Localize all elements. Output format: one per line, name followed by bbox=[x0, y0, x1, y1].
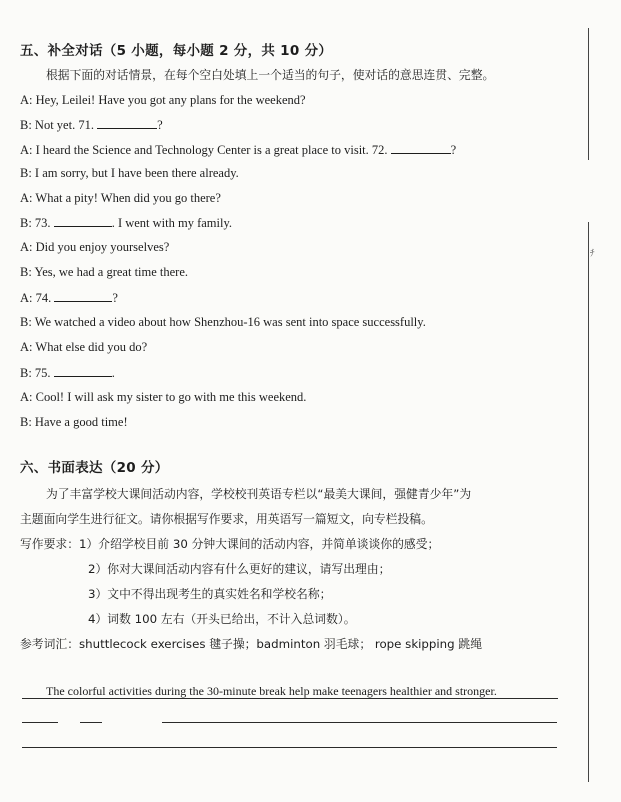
writing-requirement: 4）词数 100 左右（开头已给出，不计入总词数）。 bbox=[88, 612, 356, 626]
dialogue-text: . I went with my family. bbox=[111, 216, 233, 230]
dialogue-text: A: 74. bbox=[20, 291, 52, 305]
essay-opening-sentence: The colorful activities during the 30-minute break help make teenagers healthier and stronger. bbox=[46, 684, 497, 698]
writing-line[interactable] bbox=[162, 722, 557, 723]
section5-heading: 五、补全对话（5 小题，每小题 2 分，共 10 分） bbox=[20, 43, 333, 59]
section5-instruction: 根据下面的对话情景，在每个空白处填上一个适当的句子，使对话的意思连贯、完整。 bbox=[46, 68, 495, 82]
margin-mark: ﾁ bbox=[590, 249, 595, 259]
dialogue-line-72 bbox=[20, 141, 456, 158]
dialogue-line-73 bbox=[20, 214, 232, 231]
binding-margin-line bbox=[588, 222, 589, 782]
dialogue-line: A: Hey, Leilei! Have you got any plans for the weekend? bbox=[20, 93, 306, 107]
answer-blank-75[interactable] bbox=[54, 364, 112, 377]
dialogue-line-75 bbox=[20, 364, 115, 381]
dialogue-line: B: I am sorry, but I have been there already. bbox=[20, 166, 239, 180]
dialogue-line: B: We watched a video about how Shenzhou-16 was sent into space successfully. bbox=[20, 315, 426, 329]
writing-line[interactable] bbox=[22, 747, 557, 748]
dialogue-text: . bbox=[111, 366, 115, 380]
writing-line-segment[interactable] bbox=[80, 722, 102, 723]
dialogue-line: B: Yes, we had a great time there. bbox=[20, 265, 189, 279]
dialogue-text: ? bbox=[112, 291, 118, 305]
dialogue-text: ? bbox=[450, 143, 457, 157]
dialogue-text: ? bbox=[157, 118, 163, 132]
dialogue-text: B: Not yet. 71. bbox=[20, 118, 94, 132]
dialogue-line: A: What else did you do? bbox=[20, 340, 148, 354]
binding-margin-line bbox=[588, 28, 589, 160]
section6-heading: 六、书面表达（20 分） bbox=[20, 460, 169, 476]
dialogue-line-74 bbox=[20, 289, 118, 306]
dialogue-line: A: Did you enjoy yourselves? bbox=[20, 240, 170, 254]
writing-line[interactable] bbox=[22, 698, 558, 699]
answer-blank-73[interactable] bbox=[54, 214, 112, 227]
dialogue-text: B: 73. bbox=[20, 216, 51, 230]
writing-requirement: 3）文中不得出现考生的真实姓名和学校名称； bbox=[88, 587, 332, 601]
dialogue-text: A: I heard the Science and Technology Center is a great place to visit. 72. bbox=[20, 143, 388, 157]
dialogue-line-71 bbox=[20, 116, 163, 133]
section6-intro: 主题面向学生进行征文。请你根据写作要求，用英语写一篇短文，向专栏投稿。 bbox=[20, 512, 433, 526]
answer-blank-74[interactable] bbox=[54, 289, 112, 302]
reference-vocabulary: 参考词汇：shuttlecock exercises 毽子操；badminton 羽毛球； rope skipping 跳绳 bbox=[20, 637, 482, 651]
writing-line-segment[interactable] bbox=[22, 722, 58, 723]
dialogue-line: B: Have a good time! bbox=[20, 415, 128, 429]
dialogue-line: A: Cool! I will ask my sister to go with me this weekend. bbox=[20, 390, 307, 404]
writing-requirement: 2）你对大课间活动内容有什么更好的建议，请写出理由； bbox=[88, 562, 391, 576]
answer-blank-71[interactable] bbox=[97, 116, 157, 129]
answer-blank-72[interactable] bbox=[391, 141, 451, 154]
section6-intro: 为了丰富学校大课间活动内容，学校校刊英语专栏以“最美大课间，强健青少年”为 bbox=[46, 487, 472, 501]
dialogue-text: B: 75. bbox=[20, 366, 51, 380]
dialogue-line: A: What a pity! When did you go there? bbox=[20, 191, 221, 205]
writing-requirement: 写作要求：1）介绍学校目前 30 分钟大课间的活动内容，并简单谈谈你的感受； bbox=[20, 537, 440, 551]
